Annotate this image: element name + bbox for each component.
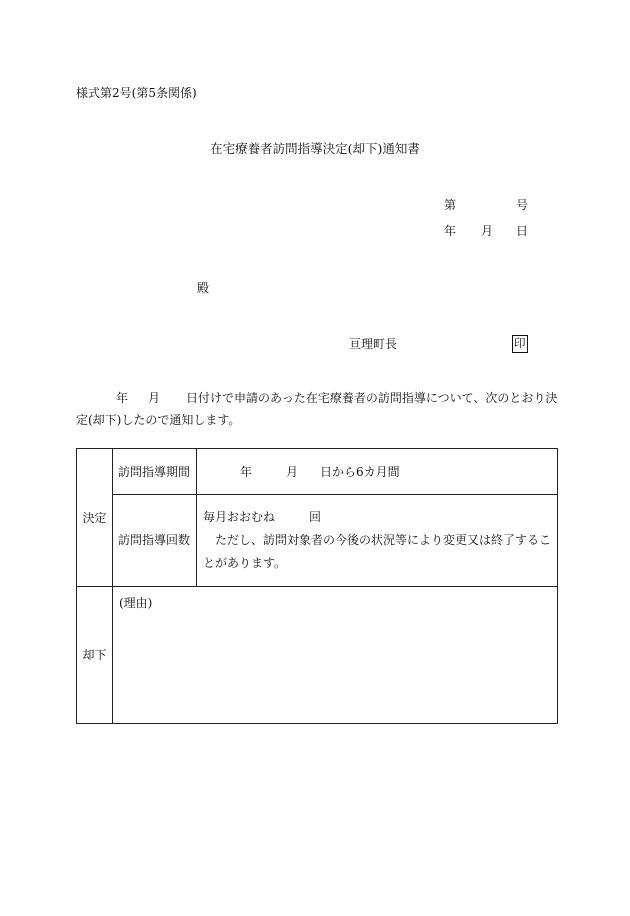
count-value-cell xyxy=(197,495,558,587)
rejection-label-cell xyxy=(77,587,113,724)
addressee-honorific: 殿 xyxy=(197,281,210,295)
date-day-label: 日 xyxy=(516,224,529,238)
doc-number-suffix: 号 xyxy=(516,198,529,212)
count-line-2: ただし、訪問対象者の今後の状況等により変更又は終了するこ xyxy=(215,533,552,547)
body-year-label: 年 xyxy=(116,391,129,405)
form-number: 様式第2号(第5条関係) xyxy=(76,86,197,100)
period-value-cell xyxy=(197,449,558,495)
count-line-1-prefix: 毎月おおむね xyxy=(203,510,276,524)
period-label: 訪問指導期間 xyxy=(118,465,191,479)
issuer-name: 亘理町長 xyxy=(349,337,398,351)
reason-label: (理由) xyxy=(119,596,153,610)
document-title: 在宅療養者訪問指導決定(却下)通知書 xyxy=(210,141,420,156)
count-line-3: とがあります。 xyxy=(203,556,287,570)
count-label-cell xyxy=(113,495,197,587)
decision-table xyxy=(76,448,558,724)
date-year-label: 年 xyxy=(444,224,457,238)
seal-mark: 印 xyxy=(512,335,528,353)
period-label-cell xyxy=(113,449,197,495)
body-line-2: 定(却下)したので通知します。 xyxy=(76,413,241,427)
count-line-1-suffix: 回 xyxy=(309,510,322,524)
period-year: 年 xyxy=(240,465,253,479)
body-line-1: 日付けで申請のあった在宅療養者の訪問指導について、次のとおり決 xyxy=(186,391,558,405)
reason-cell xyxy=(113,587,558,724)
rejection-label: 却下 xyxy=(82,648,107,662)
period-rest: 日から6カ月間 xyxy=(320,465,400,479)
count-label: 訪問指導回数 xyxy=(118,533,191,547)
decision-label-cell xyxy=(77,449,113,587)
body-month-label: 月 xyxy=(148,391,161,405)
decision-label: 決定 xyxy=(82,510,107,525)
period-month: 月 xyxy=(286,465,299,479)
date-month-label: 月 xyxy=(481,224,494,238)
doc-number-label: 第 xyxy=(444,198,457,212)
